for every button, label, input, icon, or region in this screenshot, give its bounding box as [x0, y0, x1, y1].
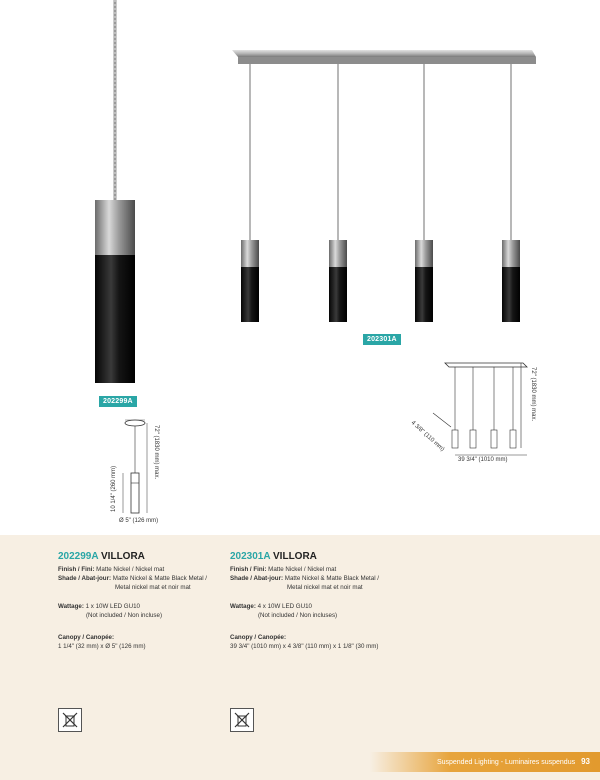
dim-shade: 10 1/4" (260 mm)	[111, 465, 117, 512]
spec-block-202299A	[58, 565, 207, 592]
product-code: 202301A	[230, 551, 271, 562]
finish-row: Finish / Fini: Matte Nickel / Nickel mat	[58, 566, 165, 573]
dim-height: 72" (1830 mm) max.	[153, 425, 159, 480]
shade-row: Shade / Abat-jour: Matte Nickel & Matte Black Metal /	[58, 575, 208, 582]
cords	[250, 64, 511, 240]
pendant-black-shade	[95, 255, 135, 383]
dim-diameter: Ø 5" (126 mm)	[119, 518, 159, 524]
product-title-202299A	[58, 551, 145, 562]
dimension-drawing-202301A	[405, 355, 550, 470]
dimension-drawing-202299A	[95, 415, 185, 530]
product-name: VILLORA	[273, 551, 317, 562]
product-name: VILLORA	[101, 551, 145, 562]
pendant-photo-202299A	[70, 0, 170, 395]
canopy-block-202299A: Canopy / Canopée: 1 1/4" (32 mm) x Ø 5" (126 mm)	[58, 634, 146, 650]
shade-row-2: Metal nickel mat et noir mat	[115, 584, 191, 591]
weee-bin-icon	[58, 708, 82, 732]
finish-row: Finish / Fini: Matte Nickel / Nickel mat	[230, 566, 337, 573]
pendant-nickel-top	[95, 200, 135, 255]
pendant-heads	[241, 240, 520, 322]
dim-depth: 4 3/8" (110 mm)	[409, 420, 446, 453]
footer-text	[437, 757, 590, 766]
product-code: 202299A	[58, 551, 99, 562]
canopy-bar-side	[238, 57, 536, 64]
spec-block-202301A	[230, 565, 379, 592]
product-title-202301A	[230, 551, 317, 562]
footer-section: Suspended Lighting - Luminaires suspendus	[436, 759, 576, 766]
wattage-block-202301A: Wattage: 4 x 10W LED GU10 (Not included / Non incluses)	[230, 603, 338, 619]
bar-pendant-photo-202301A	[228, 45, 538, 330]
shade-row: Shade / Abat-jour: Matte Nickel & Matte Black Metal /	[230, 575, 380, 582]
dim-height-bar: 72" (1830 mm) max.	[530, 367, 536, 422]
shade-row-2: Metal nickel mat et noir mat	[287, 584, 363, 591]
page-number: 93	[581, 757, 590, 766]
wattage-block-202299A: Wattage: 1 x 10W LED GU10 (Not included / Non incluse)	[58, 603, 163, 619]
canopy-bar	[232, 50, 536, 57]
badge-202299A: 202299A	[99, 396, 137, 407]
badge-202301A: 202301A	[363, 334, 401, 345]
footer-bar	[370, 752, 600, 772]
weee-bin-icon	[230, 708, 254, 732]
canopy-block-202301A: Canopy / Canopée: 39 3/4" (1010 mm) x 4 3/8" (110 mm) x 1 1/8" (30 mm)	[230, 634, 379, 650]
dim-width: 39 3/4" (1010 mm)	[458, 457, 508, 463]
